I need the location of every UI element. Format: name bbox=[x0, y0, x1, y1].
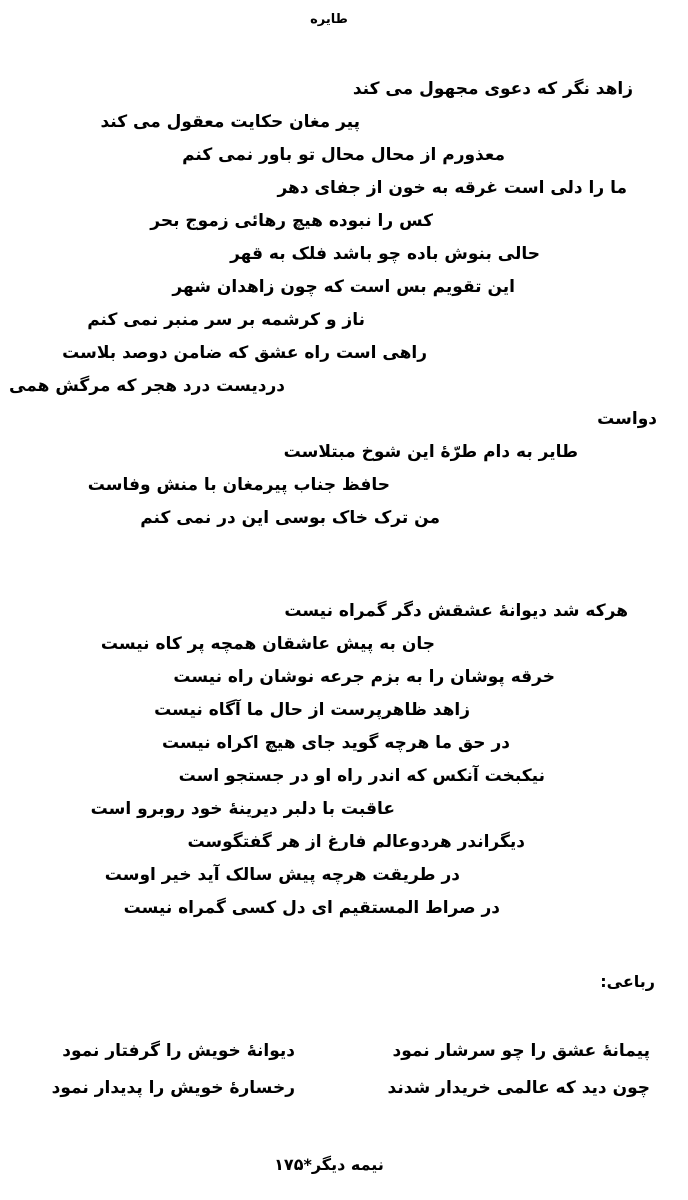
poem-line: هرکه شد دیوانهٔ عشقش دگر گمراه نیست bbox=[284, 601, 628, 621]
poem-line: دردیست درد هجر که مرگش همی bbox=[9, 376, 285, 396]
poem-line: جان به پیش عاشقان همچه پر کاه نیست bbox=[100, 634, 435, 654]
poem-line: زاهد ظاهرپرست از حال ما آگاه نیست bbox=[154, 700, 470, 720]
page-footer-folio: نیمه دیگر*۱۷۵ bbox=[274, 1155, 384, 1174]
poem-line: در حق ما هرچه گوید جای هیچ اکراه نیست bbox=[162, 733, 510, 753]
poem-line: دیگراندر هردوعالم فارغ از هر گفتگوست bbox=[187, 832, 525, 852]
poem-ghazal-2 bbox=[0, 595, 658, 925]
poem-line: خرقه پوشان را به بزم جرعه نوشان راه نیست bbox=[173, 667, 555, 687]
poem-line: زاهد نگر که دعوی مجهول می کند bbox=[352, 79, 633, 99]
poem-line: ما را دلی است غرقه به خون از جفای دهر bbox=[277, 178, 627, 198]
poem-line: من ترک خاک بوسی این در نمی کنم bbox=[140, 508, 440, 528]
rubai-couplet-row bbox=[0, 1070, 658, 1107]
poem-line: کس را نبوده هیچ رهائی زموج بحر bbox=[150, 211, 433, 231]
poem-line: طایر به دام طرّهٔ این شوخ مبتلاست bbox=[283, 442, 578, 462]
rubai-hemistich-left: رخسارهٔ خویش را پدیدار نمود bbox=[51, 1078, 295, 1098]
rubai-couplet-row bbox=[0, 1033, 658, 1070]
rubai-section-label: رباعی: bbox=[600, 972, 655, 991]
rubai-hemistich-left: دیوانهٔ خویش را گرفتار نمود bbox=[62, 1041, 295, 1061]
poem-line: پیر مغان حکایت معقول می کند bbox=[100, 112, 360, 132]
poem-line: عاقبت با دلبر دیرینهٔ خود روبرو است bbox=[90, 799, 395, 819]
poem-line-wrap-word: دواست bbox=[597, 409, 657, 429]
poem-line: در صراط المستقیم ای دل کسی گمراه نیست bbox=[123, 898, 500, 918]
poem-line: در طریقت هرچه پیش سالک آید خیر اوست bbox=[104, 865, 460, 885]
poem-line: ناز و کرشمه بر سر منبر نمی کنم bbox=[87, 310, 365, 330]
page-header-title: طايره bbox=[310, 12, 348, 27]
poem-line: نیکبخت آنکس که اندر راه او در جستجو است bbox=[178, 766, 545, 786]
rubai-verse bbox=[0, 1033, 658, 1107]
poem-ghazal-1 bbox=[0, 73, 658, 535]
poem-line: حالی بنوش باده چو باشد فلک به قهر bbox=[230, 244, 540, 264]
rubai-hemistich-right: چون دید که عالمی خریدار شدند bbox=[387, 1078, 650, 1098]
poem-line: این تقویم بس است که چون زاهدان شهر bbox=[172, 277, 515, 297]
poem-line: معذورم از محال محال تو باور نمی کنم bbox=[182, 145, 505, 165]
poem-line: راهی است راه عشق که ضامن دوصد بلاست bbox=[62, 343, 427, 363]
poem-line: حافظ جناب پیرمغان با منش وفاست bbox=[87, 475, 390, 495]
rubai-hemistich-right: پیمانهٔ عشق را چو سرشار نمود bbox=[392, 1041, 650, 1061]
